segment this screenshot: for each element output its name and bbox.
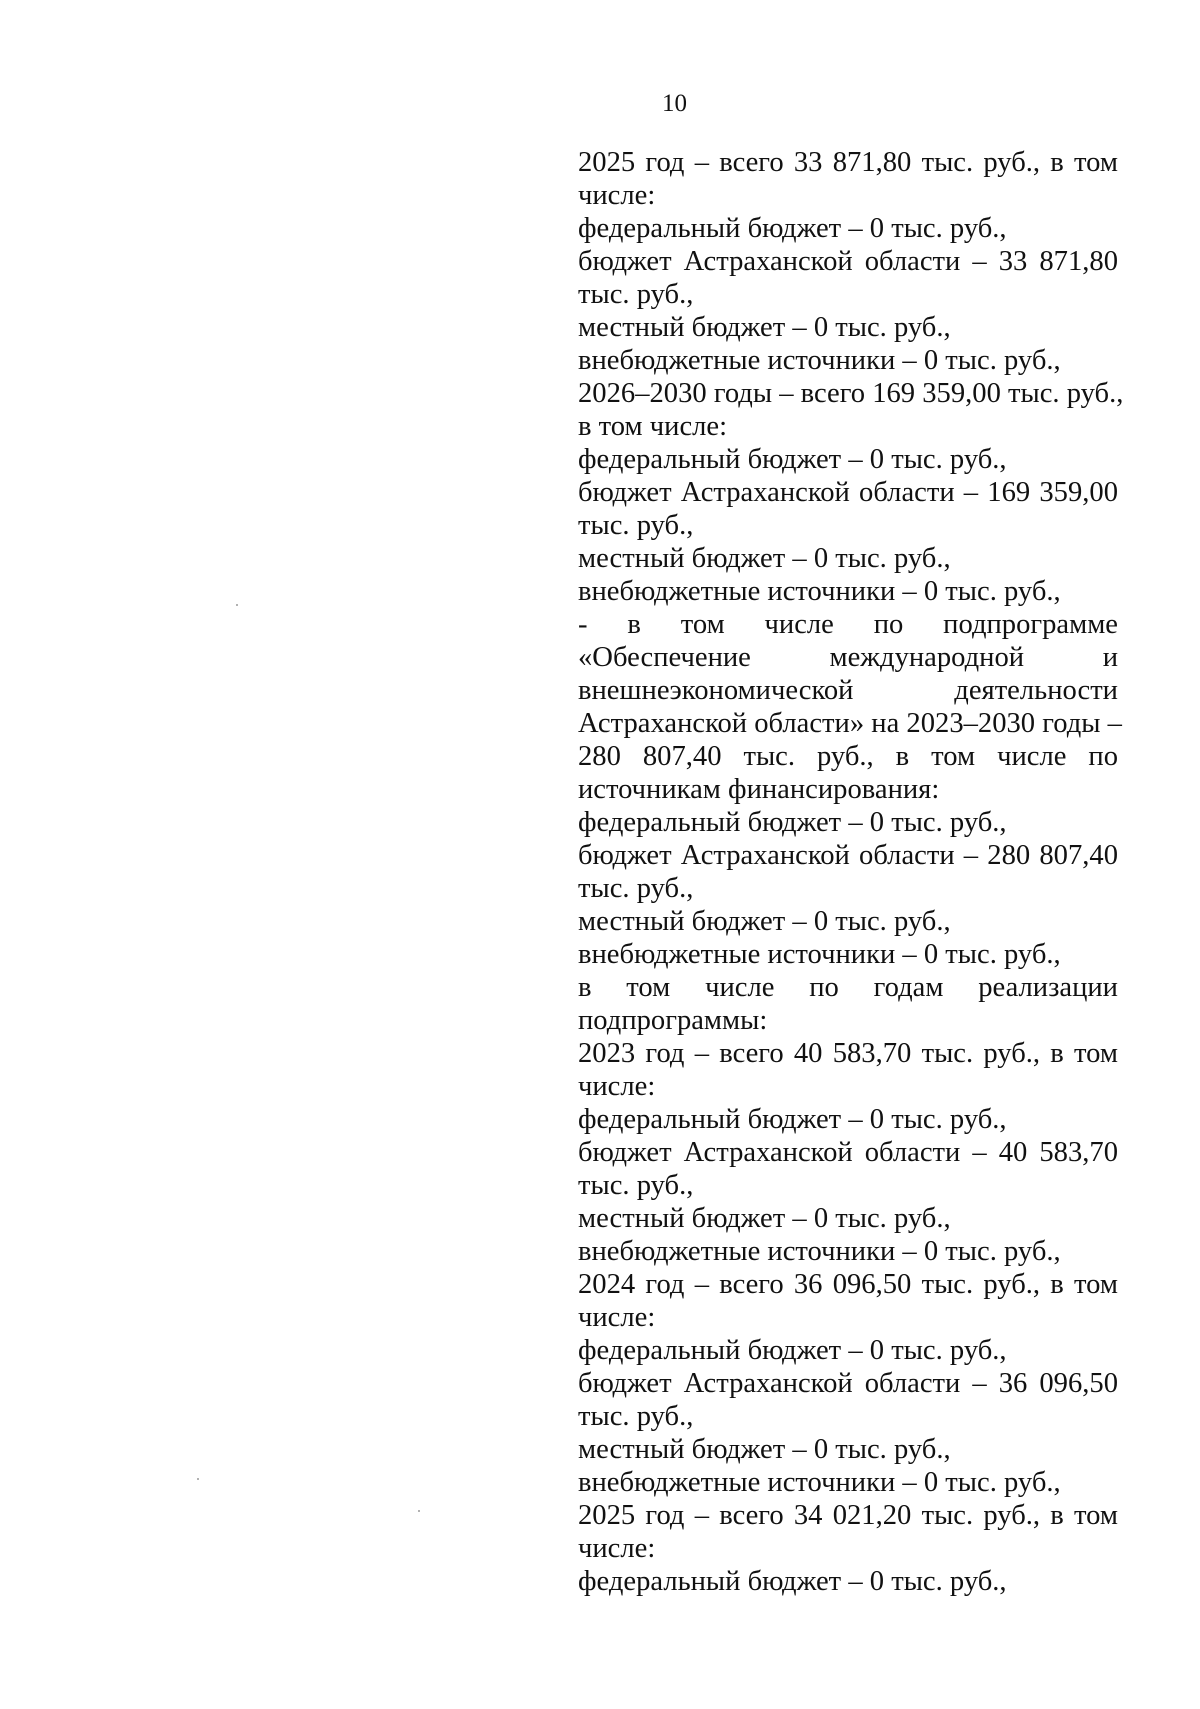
text-line: источникам финансирования: — [578, 774, 940, 805]
text-line: федеральный бюджет – 0 тыс. руб., — [578, 1335, 1007, 1366]
text-line: внешнеэкономической деятельности — [578, 675, 1118, 706]
text-line: 2025 год – всего 33 871,80 тыс. руб., в том — [578, 147, 1118, 178]
text-line: бюджет Астраханской области – 36 096,50 — [578, 1368, 1118, 1399]
text-line: числе: — [578, 180, 656, 211]
text-line: внебюджетные источники – 0 тыс. руб., — [578, 345, 1061, 376]
text-line: в том числе по годам реализации — [578, 972, 1118, 1003]
page-number: 10 — [662, 90, 687, 117]
text-line: - в том числе по подпрограмме — [578, 609, 1118, 640]
funding-text-column — [578, 146, 1124, 1598]
scan-speck — [418, 1510, 420, 1512]
text-line: 2025 год – всего 34 021,20 тыс. руб., в том — [578, 1500, 1118, 1531]
text-line: 2023 год – всего 40 583,70 тыс. руб., в том — [578, 1038, 1118, 1069]
text-line: внебюджетные источники – 0 тыс. руб., — [578, 939, 1061, 970]
text-line: тыс. руб., — [578, 873, 694, 904]
text-line: федеральный бюджет – 0 тыс. руб., — [578, 807, 1007, 838]
text-line: внебюджетные источники – 0 тыс. руб., — [578, 1236, 1061, 1267]
text-line: федеральный бюджет – 0 тыс. руб., — [578, 1566, 1007, 1597]
text-line: тыс. руб., — [578, 510, 694, 541]
text-line: тыс. руб., — [578, 279, 694, 310]
text-line: бюджет Астраханской области – 169 359,00 — [578, 477, 1118, 508]
text-line: федеральный бюджет – 0 тыс. руб., — [578, 213, 1007, 244]
scan-speck — [197, 1478, 199, 1480]
text-line: тыс. руб., — [578, 1401, 694, 1432]
text-line: 2026–2030 годы – всего 169 359,00 тыс. руб., — [578, 378, 1124, 409]
scan-speck — [236, 604, 238, 606]
text-line: подпрограммы: — [578, 1005, 768, 1036]
text-line: внебюджетные источники – 0 тыс. руб., — [578, 1467, 1061, 1498]
text-line: Астраханской области» на 2023–2030 годы – — [578, 708, 1122, 739]
text-line: тыс. руб., — [578, 1170, 694, 1201]
text-line: 280 807,40 тыс. руб., в том числе по — [578, 741, 1118, 772]
text-line: бюджет Астраханской области – 40 583,70 — [578, 1137, 1118, 1168]
text-line: бюджет Астраханской области – 280 807,40 — [578, 840, 1118, 871]
text-line: местный бюджет – 0 тыс. руб., — [578, 1203, 951, 1234]
text-line: числе: — [578, 1302, 656, 1333]
text-line: бюджет Астраханской области – 33 871,80 — [578, 246, 1118, 277]
text-line: местный бюджет – 0 тыс. руб., — [578, 543, 951, 574]
text-line: в том числе: — [578, 411, 728, 442]
text-line: числе: — [578, 1071, 656, 1102]
text-line: федеральный бюджет – 0 тыс. руб., — [578, 1104, 1007, 1135]
text-line: 2024 год – всего 36 096,50 тыс. руб., в том — [578, 1269, 1118, 1300]
text-line: местный бюджет – 0 тыс. руб., — [578, 1434, 951, 1465]
text-line: местный бюджет – 0 тыс. руб., — [578, 906, 951, 937]
text-line: местный бюджет – 0 тыс. руб., — [578, 312, 951, 343]
text-line: федеральный бюджет – 0 тыс. руб., — [578, 444, 1007, 475]
text-line: числе: — [578, 1533, 656, 1564]
text-line: «Обеспечение международной и — [578, 642, 1118, 673]
text-line: внебюджетные источники – 0 тыс. руб., — [578, 576, 1061, 607]
